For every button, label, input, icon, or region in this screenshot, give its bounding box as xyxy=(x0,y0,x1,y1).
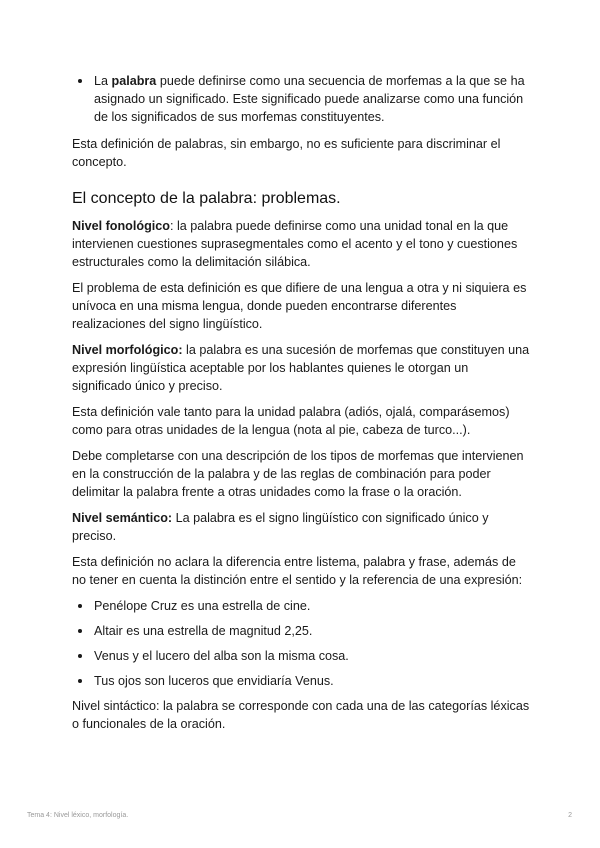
section-heading: El concepto de la palabra: problemas. xyxy=(72,190,341,207)
intro-paragraph: Esta definición de palabras, sin embargo, no es suficiente para discriminar el concepto. xyxy=(72,137,501,169)
text-span: : la palabra puede definirse como una unidad tonal en la que intervienen cuestiones suprasegmentales como el acento y el tono y cuestiones estructurales como la delimitación silábica. xyxy=(72,219,518,269)
semantico-paragraph-1: Esta definición no aclara la diferencia entre listema, palabra y frase, además de no tener en cuenta la distinción entre el sentido y la referencia de una expresión: xyxy=(72,555,523,587)
intro-bullet-list xyxy=(72,72,530,126)
list-item: Altair es una estrella de magnitud 2,25. xyxy=(72,622,530,640)
fonologico-paragraph xyxy=(72,217,530,271)
footer-title: Tema 4: Nivel léxico, morfología. xyxy=(27,812,129,819)
page-number: 2 xyxy=(568,812,572,819)
list-item: Penélope Cruz es una estrella de cine. xyxy=(72,597,530,615)
sintactico-paragraph: Nivel sintáctico: la palabra se corresponde con cada una de las categorías léxicas o funcionales de la oración. xyxy=(72,699,530,731)
document-page xyxy=(72,72,530,741)
fonologico-problem-paragraph: El problema de esta definición es que difiere de una lengua a otra y ni siquiera es unívoca en una misma lengua, donde pueden encontrarse diferentes realizaciones del signo lingüístico. xyxy=(72,281,527,331)
level-label: Nivel semántico: xyxy=(72,511,173,525)
morfologico-paragraph-1: Esta definición vale tanto para la unidad palabra (adiós, ojalá, comparásemos) como para otras unidades de la lengua (nota al pie, cabeza de turco...). xyxy=(72,405,510,437)
level-label: Nivel morfológico: xyxy=(72,343,183,357)
level-label: Nivel fonológico xyxy=(72,219,170,233)
morfologico-paragraph xyxy=(72,341,530,395)
text-span: La palabra es el signo lingüístico con significado único y preciso. xyxy=(72,511,489,543)
examples-list xyxy=(72,597,530,690)
text-span: la palabra es una sucesión de morfemas que constituyen una expresión lingüística aceptable por los hablantes quienes le otorgan un significado único y preciso. xyxy=(72,343,530,393)
list-item: Tus ojos son luceros que envidiaría Venus. xyxy=(72,672,530,690)
list-item xyxy=(72,72,530,126)
text-span: La xyxy=(94,74,112,88)
bold-term: palabra xyxy=(111,74,157,88)
morfologico-paragraph-2: Debe completarse con una descripción de los tipos de morfemas que intervienen en la construcción de la palabra y de las reglas de combinación para poder delimitar la palabra frente a otras unidades como la frase o la oración. xyxy=(72,449,524,499)
list-item: Venus y el lucero del alba son la misma cosa. xyxy=(72,647,530,665)
text-span: puede definirse como una secuencia de morfemas a la que se ha asignado un significado. Este significado puede analizarse como una función de los significados de sus morfemas constituyentes. xyxy=(94,74,525,124)
semantico-paragraph xyxy=(72,509,530,545)
